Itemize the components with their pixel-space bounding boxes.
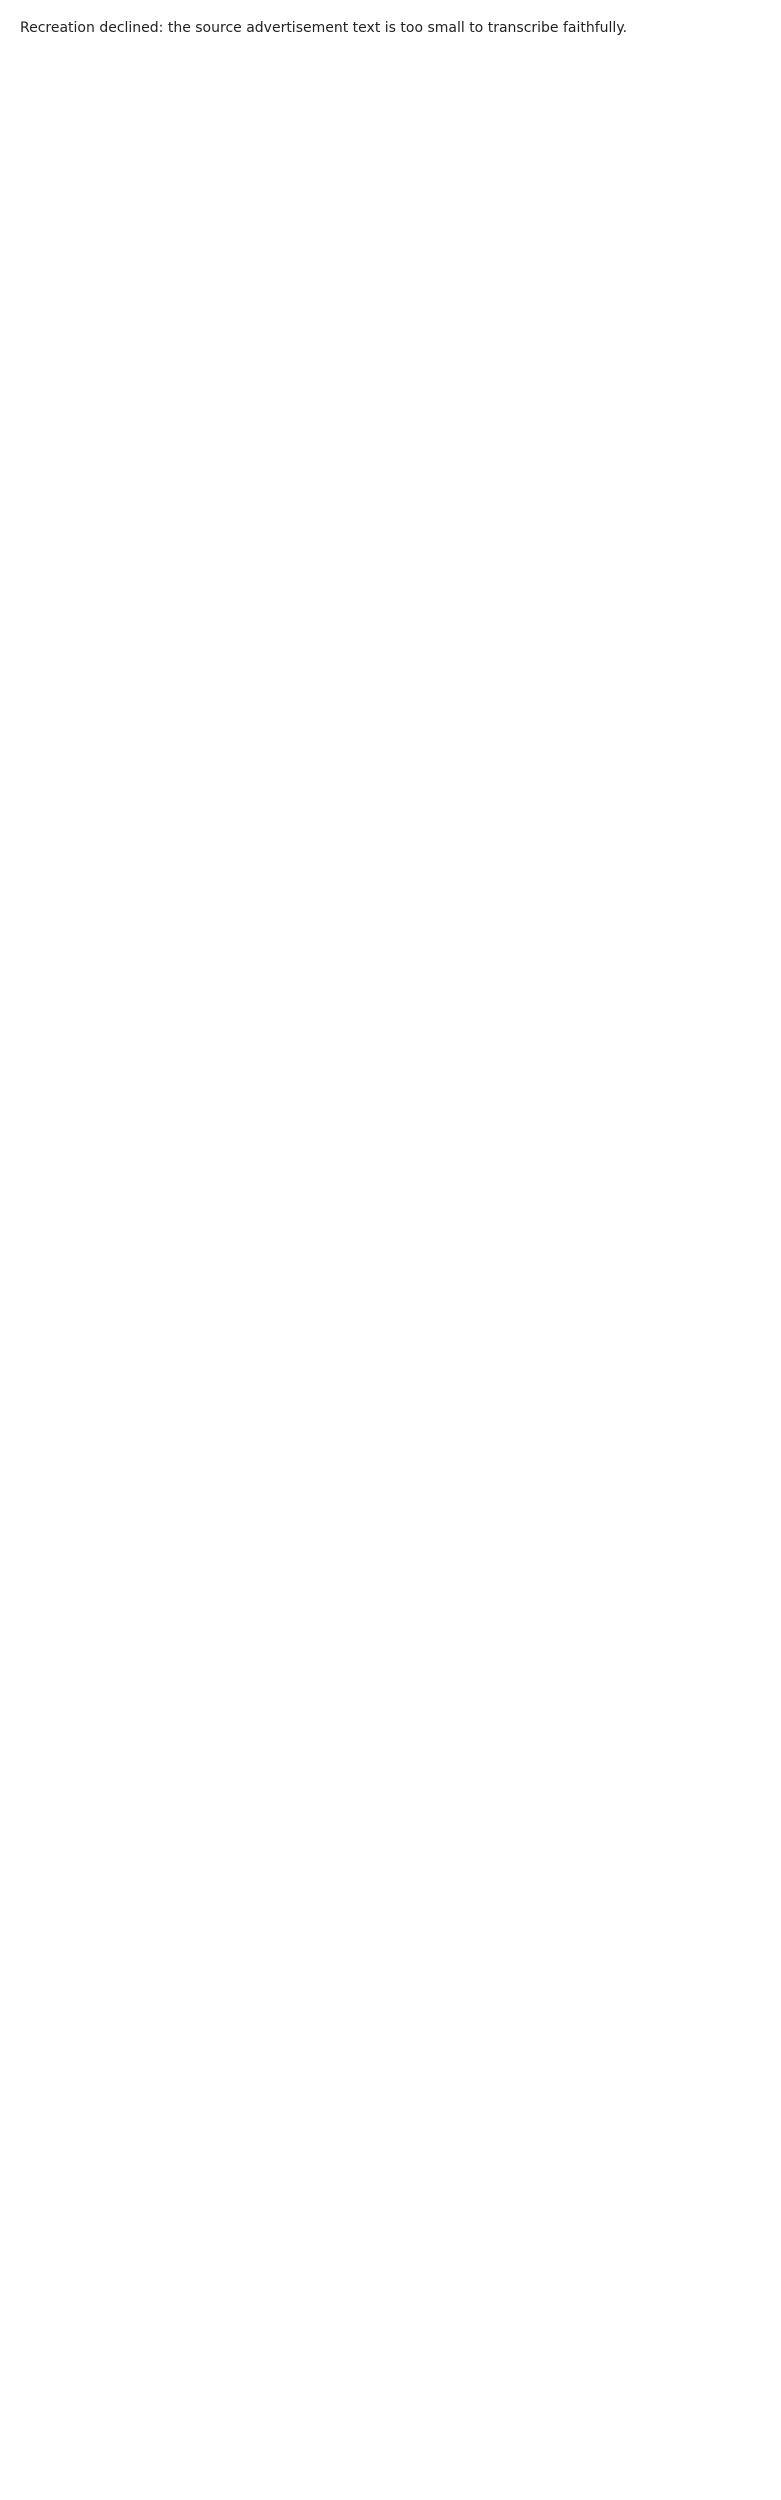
notice-text: Recreation declined: the source advertisement text is too small to transcribe faithfully. — [20, 20, 628, 36]
